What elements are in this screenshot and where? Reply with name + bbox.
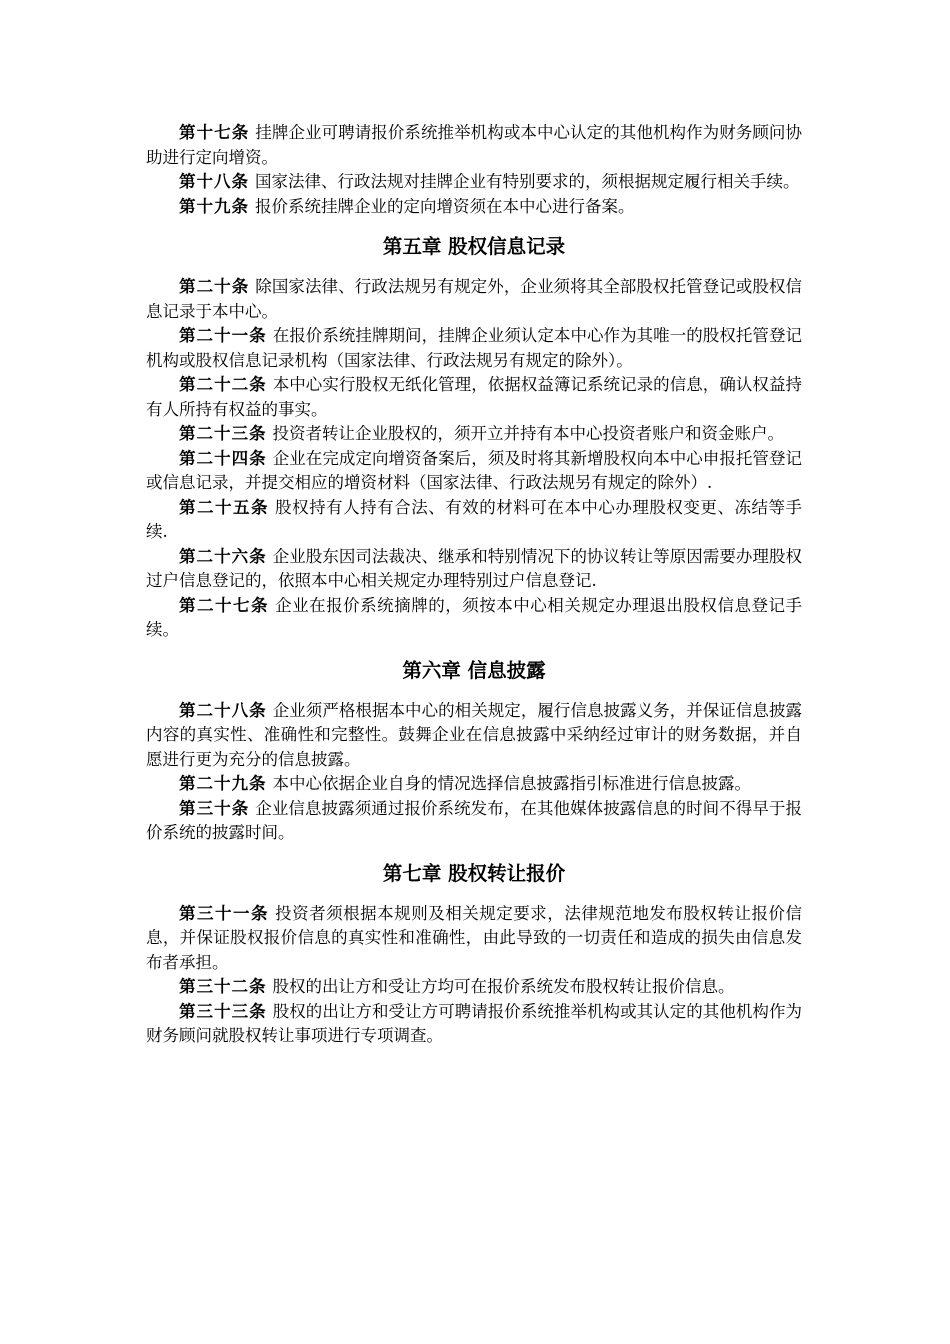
article-33 (146, 1000, 802, 1049)
article-label: 第二十条 (179, 277, 250, 296)
article-label: 第三十三条 (179, 1001, 267, 1021)
chapter-heading-7: 第七章 股权转让报价 (382, 861, 566, 885)
article-text: 企业股东因司法裁决、继承和特别情况下的协议转让等原因需要办理股权过户信息登记的，依照本中心相关规定办理特别过户信息登记. (146, 546, 803, 590)
article-text: 企业信息披露须通过报价系统发布，在其他媒体披露信息的时间不得早于报价系统的披露时间。 (146, 798, 803, 842)
document-page (146, 121, 802, 1049)
article-label: 第二十三条 (179, 424, 267, 443)
article-text: 企业在报价系统摘牌的，须按本中心相关规定办理退出股权信息登记手续。 (146, 595, 803, 639)
article-label: 第二十六条 (179, 546, 267, 566)
article-label: 第二十四条 (179, 448, 267, 468)
article-30 (146, 797, 802, 846)
article-label: 第三十二条 (179, 977, 267, 996)
article-label: 第二十一条 (179, 326, 267, 345)
article-18 (146, 170, 802, 195)
article-23 (146, 422, 802, 447)
article-text: 股权的出让方和受让方均可在报价系统发布股权转让报价信息。 (272, 977, 735, 996)
article-22 (146, 373, 802, 422)
article-label: 第二十二条 (179, 375, 267, 394)
article-text: 挂牌企业可聘请报价系统推举机构或本中心认定的其他机构作为财务顾问协助进行定向增资。 (146, 123, 803, 167)
article-text: 本中心实行股权无纸化管理，依据权益簿记系统记录的信息，确认权益持有人所持有权益的事实。 (146, 375, 803, 419)
article-text: 投资者转让企业股权的，须开立并持有本中心投资者账户和资金账户。 (272, 424, 784, 443)
article-28 (146, 699, 802, 773)
article-label: 第十七条 (179, 123, 250, 142)
article-label: 第二十八条 (179, 700, 267, 720)
article-label: 第三十条 (179, 798, 250, 818)
article-17 (146, 121, 802, 170)
article-text: 企业在完成定向增资备案后，须及时将其新增股权向本中心申报托管登记或信息记录，并提交相应的增资材料（国家法律、行政法规另有规定的除外）. (146, 448, 803, 492)
article-label: 第二十九条 (179, 774, 267, 793)
chapter-heading-5: 第五章 股权信息记录 (382, 235, 566, 258)
article-24 (146, 447, 802, 496)
article-text: 除国家法律、行政法规另有规定外，企业须将其全部股权托管登记或股权信息记录于本中心。 (146, 277, 803, 321)
article-29 (146, 772, 802, 797)
article-32 (146, 975, 802, 1000)
article-text: 股权的出让方和受让方可聘请报价系统推举机构或其认定的其他机构作为财务顾问就股权转让事项进行专项调查。 (146, 1001, 803, 1045)
article-19 (146, 195, 802, 220)
article-label: 第三十一条 (179, 903, 270, 923)
article-text: 报价系统挂牌企业的定向增资须在本中心进行备案。 (255, 196, 635, 216)
article-27 (146, 594, 802, 643)
article-20 (146, 275, 802, 324)
article-label: 第十九条 (179, 196, 249, 216)
article-text: 投资者须根据本规则及相关规定要求，法律规范地发布股权转让报价信息，并保证股权报价信息的真实性和准确性，由此导致的一切责任和造成的损失由信息发布者承担。 (146, 903, 803, 972)
article-text: 股权持有人持有合法、有效的材料可在本中心办理股权变更、冻结等手续. (146, 497, 803, 541)
article-31 (146, 902, 802, 976)
article-25 (146, 496, 802, 545)
article-text: 本中心依据企业自身的情况选择信息披露指引标准进行信息披露。 (272, 774, 751, 793)
article-21 (146, 324, 802, 373)
chapter-heading-6: 第六章 信息披露 (402, 658, 546, 682)
article-label: 第二十七条 (179, 595, 270, 615)
article-text: 国家法律、行政法规对挂牌企业有特别要求的，须根据规定履行相关手续。 (255, 172, 800, 191)
article-text: 企业须严格根据本中心的相关规定，履行信息披露义务，并保证信息披露内容的真实性、准确性和完整性。鼓舞企业在信息披露中采纳经过审计的财务数据，并自愿进行更为充分的信息披露。 (146, 700, 803, 769)
article-26 (146, 545, 802, 594)
article-label: 第十八条 (179, 172, 249, 191)
article-text: 在报价系统挂牌期间，挂牌企业须认定本中心作为其唯一的股权托管登记机构或股权信息记录机构（国家法律、行政法规另有规定的除外）。 (146, 326, 803, 370)
article-label: 第二十五条 (179, 497, 270, 517)
